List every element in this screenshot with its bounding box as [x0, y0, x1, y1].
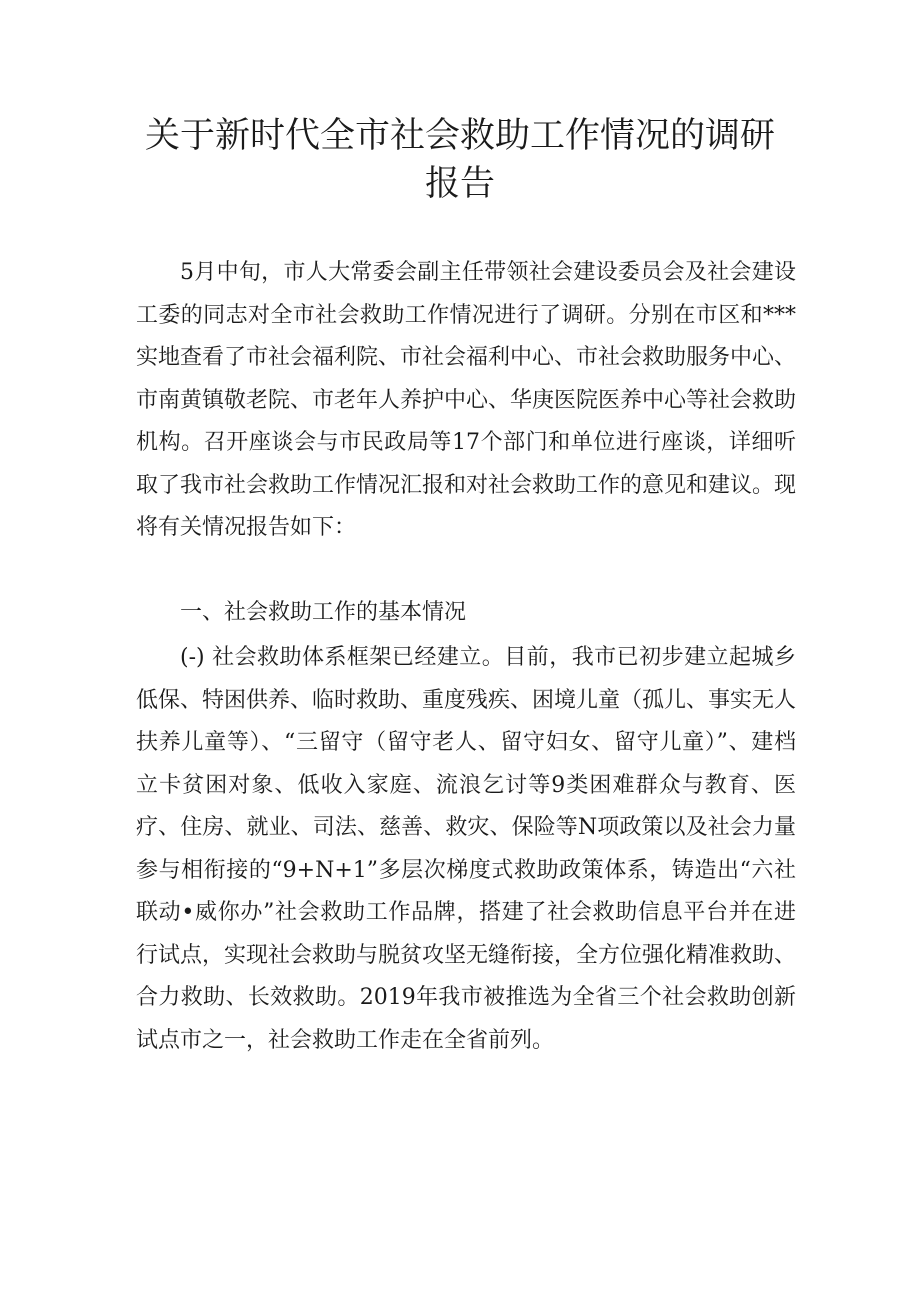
intro-paragraph: 5月中旬，市人大常委会副主任带领社会建设委员会及社会建设工委的同志对全市社会救助工作情况进行了调研。分别在市区和***实地查看了市社会福利院、市社会福利中心、市社会救助服务中心、市南黄镇敬老院、市老年人养护中心、华庚医院医养中心等社会救助机构。召开座谈会与市民政局等17个部门和单位进行座谈，详细听取了我市社会救助工作情况汇报和对社会救助工作的意见和建议。现将有关情况报告如下： — [136, 260, 797, 540]
document-title-line-1: 关于新时代全市社会救助工作情况的调研 — [144, 116, 775, 156]
document-title-line-2: 报告 — [424, 164, 495, 204]
section-1-paragraph: (-) 社会救助体系框架已经建立。目前，我市已初步建立起城乡低保、特困供养、临时救助、重度残疾、困境儿童（孤儿、事实无人扶养儿童等）、“三留守（留守老人、留守妇女、留守儿童）”、建档立卡贫困对象、低收入家庭、流浪乞讨等9类困难群众与教育、医疗、住房、就业、司法、慈善、救灾、保险等N项政策以及社会力量参与相衔接的“9+N+1”多层次梯度式救助政策体系，铸造出“六社联动•威你办”社会救助工作品牌，搭建了社会救助信息平台并在进行试点，实现社会救助与脱贫攻坚无缝衔接，全方位强化精准救助、合力救助、长效救助。2019年我市被推选为全省三个社会救助创新试点市之一，社会救助工作走在全省前列。 — [136, 645, 797, 1053]
section-heading-1: 一、社会救助工作的基本情况 — [180, 600, 467, 625]
